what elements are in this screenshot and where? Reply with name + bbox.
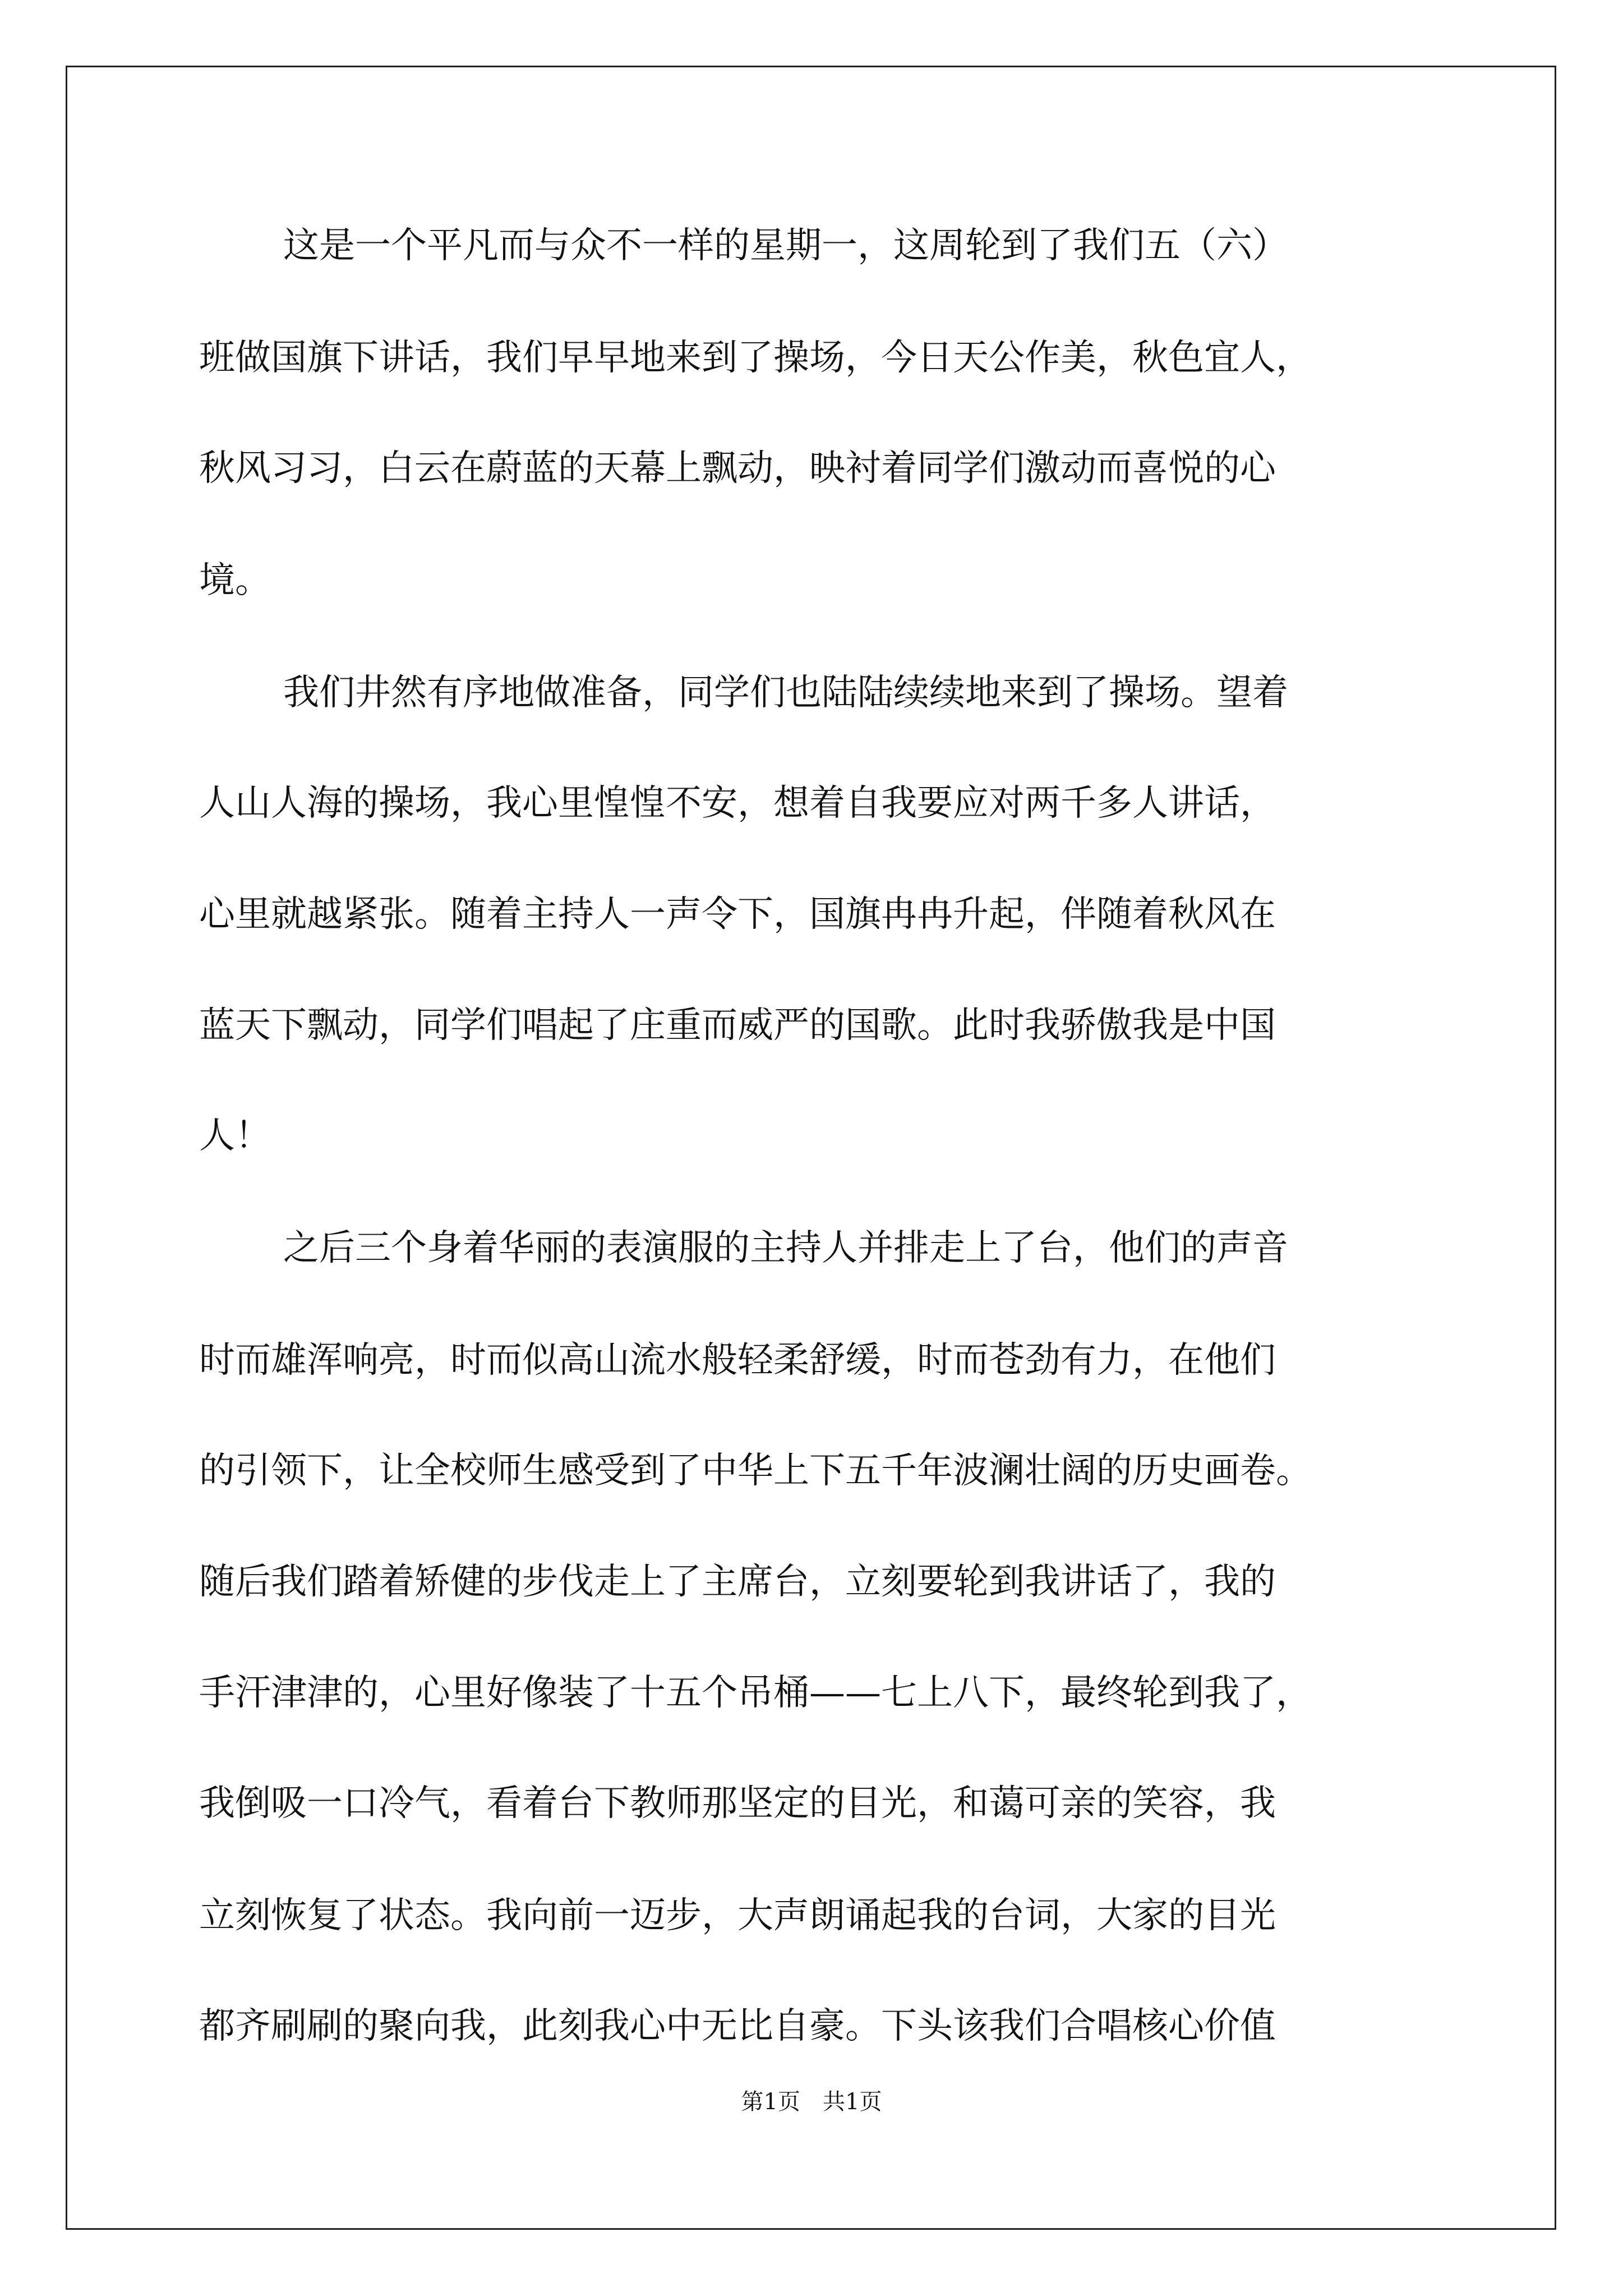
text-line: 之后三个身着华丽的表演服的主持人并排走上了台，他们的声音 — [283, 1227, 1288, 1269]
text-line: 心里就越紧张。随着主持人一声令下，国旗冉冉升起，伴随着秋风在 — [199, 894, 1276, 935]
text-line: 班做国旗下讲话，我们早早地来到了操场，今日天公作美，秋色宜人， — [199, 337, 1312, 379]
text-line: 时而雄浑响亮，时而似高山流水般轻柔舒缓，时而苍劲有力，在他们 — [199, 1340, 1276, 1381]
text-line: 我倒吸一口冷气，看着台下教师那坚定的目光，和蔼可亲的笑容，我 — [199, 1783, 1276, 1824]
text-line: 蓝天下飘动，同学们唱起了庄重而威严的国歌。此时我骄傲我是中国 — [199, 1005, 1276, 1046]
text-line: 手汗津津的，心里好像装了十五个吊桶——七上八下，最终轮到我了， — [199, 1672, 1312, 1714]
text-line: 都齐刷刷的聚向我，此刻我心中无比自豪。下头该我们合唱核心价值 — [199, 2005, 1276, 2047]
text-line: 我们井然有序地做准备，同学们也陆陆续续地来到了操场。望着 — [283, 672, 1288, 714]
text-line: 人山人海的操场，我心里惶惶不安，想着自我要应对两千多人讲话， — [199, 783, 1276, 824]
text-line: 随后我们踏着矫健的步伐走上了主席台，立刻要轮到我讲话了，我的 — [199, 1561, 1276, 1603]
text-line: 立刻恢复了状态。我向前一迈步，大声朗诵起我的台词，大家的目光 — [199, 1895, 1276, 1936]
text-line: 的引领下，让全校师生感受到了中华上下五千年波澜壮阔的历史画卷。 — [199, 1450, 1312, 1492]
text-line: 这是一个平凡而与众不一样的星期一，这周轮到了我们五（六） — [283, 225, 1288, 266]
text-line: 人！ — [199, 1115, 271, 1157]
text-line: 秋风习习，白云在蔚蓝的天幕上飘动，映衬着同学们激动而喜悦的心 — [199, 448, 1276, 489]
text-line: 境。 — [199, 560, 271, 601]
page-footer: 第1页 共1页 — [741, 2089, 882, 2115]
